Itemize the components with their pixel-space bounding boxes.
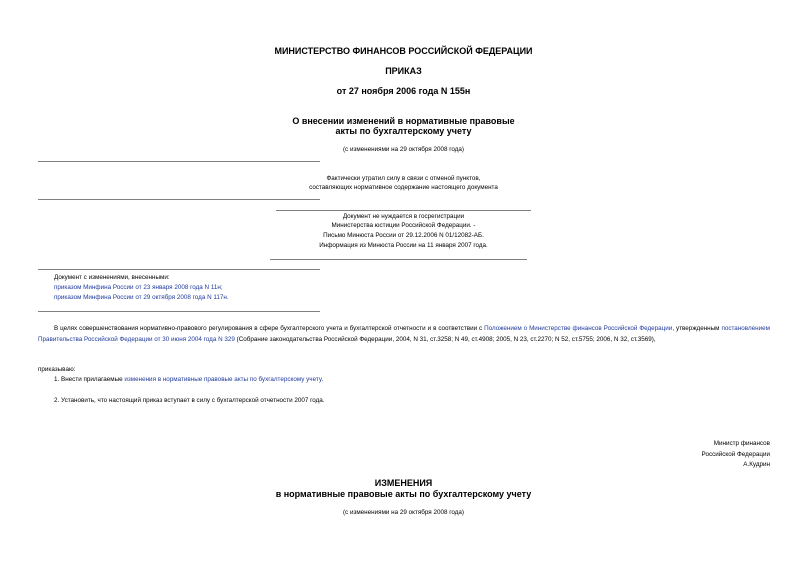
signature-line2: Российской Федерации xyxy=(701,450,770,458)
revision-note: (с изменениями на 29 октября 2008 года) xyxy=(342,146,465,153)
divider xyxy=(38,269,320,270)
divider xyxy=(38,161,320,162)
signature-name: А.Кудрин xyxy=(743,461,770,468)
registration-note-line3: Письмо Минюста России от 29.12.2006 N 01/12082-АБ. xyxy=(323,232,484,239)
preamble-text: (Собрание законодательства Российской Федерации, 2004, N 31, ст.3258; N 49, ст.4908; 2005, N 23, ст.2270; N 52, ст.5755; 2006, N 32, ст.3569), xyxy=(234,335,656,343)
divider xyxy=(276,210,531,211)
order-item-2: 2. Установить, что настоящий приказ вступает в силу с бухгалтерской отчетности 2007 года. xyxy=(54,397,325,404)
amendment-link-2[interactable]: приказом Минфина России от 29 октября 2008 года N 117н. xyxy=(54,294,229,301)
preamble-text: , утвержденным xyxy=(672,325,722,332)
invalid-note-line1: Фактически утратил силу в связи с отменой пунктов, xyxy=(326,175,481,182)
annex-title: ИЗМЕНЕНИЯ xyxy=(374,478,433,488)
doc-title-line2: акты по бухгалтерскому учету xyxy=(335,126,472,136)
registration-note-line4: Информация из Минюста России на 11 января 2007 года. xyxy=(319,242,488,249)
annex-revision-note: (с изменениями на 29 октября 2008 года) xyxy=(342,509,465,516)
order-item-1-text: 1. Внести прилагаемые xyxy=(54,376,125,383)
changes-link[interactable]: изменения в нормативные правовые акты по бухгалтерскому учету xyxy=(124,376,322,383)
annex-subtitle: в нормативные правовые акты по бухгалтерскому учету xyxy=(275,489,532,499)
order-item-1 xyxy=(54,376,323,383)
order-item-1-end: . xyxy=(321,376,324,383)
signature-block xyxy=(702,439,770,471)
regulation-link[interactable]: Положением о Министерстве финансов Российской Федерации xyxy=(484,325,673,332)
amendment-link-1[interactable]: приказом Минфина России от 23 января 2008 года N 11н; xyxy=(54,284,223,291)
doc-title-line1: О внесении изменений в нормативные правовые xyxy=(292,116,515,126)
divider xyxy=(270,259,527,260)
amendments-intro: Документ с изменениями, внесенными: xyxy=(54,274,170,281)
doc-date: от 27 ноября 2006 года N 155н xyxy=(336,86,471,96)
registration-note-line1: Документ не нуждается в госрегистрации xyxy=(342,213,465,220)
registration-note-line2: Министерства юстиции Российской Федерации. - xyxy=(331,222,476,229)
ministry-heading: МИНИСТЕРСТВО ФИНАНСОВ РОССИЙСКОЙ ФЕДЕРАЦИИ xyxy=(274,46,533,56)
signature-line1: Министр финансов xyxy=(713,440,770,447)
doc-type-heading: ПРИКАЗ xyxy=(385,66,422,76)
resolution-link[interactable]: постановлением Правительства Российской Федерации от 30 июня 2004 года N 329 xyxy=(38,325,770,343)
prikazyvayu-label: приказываю: xyxy=(38,366,76,373)
invalid-note-line2: составляющих нормативное содержание настоящего документа xyxy=(309,184,498,191)
preamble-paragraph xyxy=(38,324,770,345)
divider xyxy=(38,311,320,312)
divider xyxy=(38,199,320,200)
preamble-text: В целях совершенствования нормативно-правового регулирования в сфере бухгалтерского учета и бухгалтерской отчетности и в соответствии с xyxy=(54,325,485,332)
